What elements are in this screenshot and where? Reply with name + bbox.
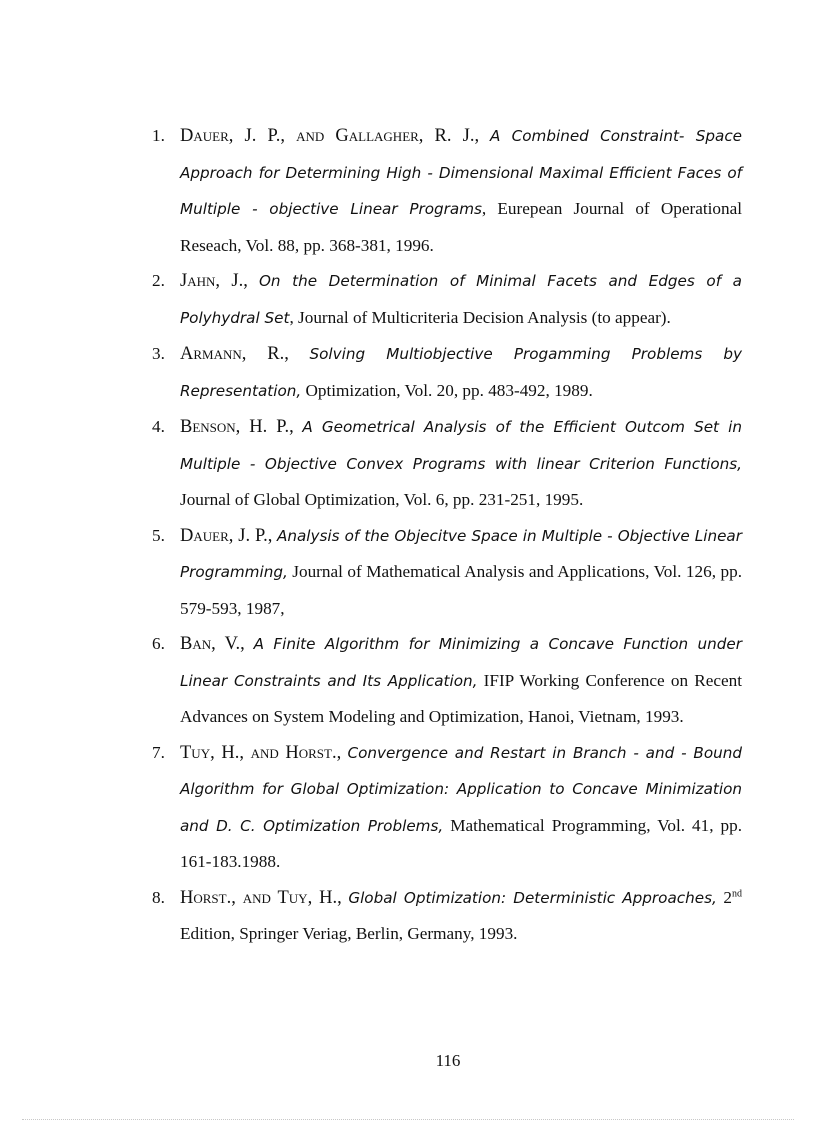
reference-title: Solving Multiobjective Progamming Problems by Representation, — [180, 345, 742, 400]
edition-number: 2 — [723, 887, 733, 907]
reference-number: 3. — [152, 344, 165, 363]
reference-number: 7. — [152, 742, 165, 762]
reference-venue: , Eurepean Journal of Operational Reseach, Vol. 88, pp. 368-381, 1996. — [180, 199, 742, 255]
reference-title: Analysis of the Objecitve Space in Multiple - Objective Linear Programming, — [180, 526, 742, 581]
reference-list — [152, 118, 742, 952]
reference-item — [152, 118, 742, 263]
reference-authors: Horst., and Tuy, H., — [180, 887, 342, 908]
reference-item — [152, 263, 742, 336]
reference-item — [152, 626, 742, 735]
reference-venue: Optimization, Vol. 20, pp. 483-492, 1989. — [305, 380, 593, 400]
page-bottom-divider — [22, 1119, 794, 1120]
reference-number: 2. — [152, 271, 165, 290]
reference-item — [152, 518, 742, 627]
reference-venue: Mathematical Programming, Vol. 41, pp. 161-183.1988. — [180, 815, 743, 871]
reference-venue: Edition, Springer Veriag, Berlin, Germany, 1993. — [180, 924, 518, 943]
reference-number: 6. — [152, 634, 165, 653]
reference-number: 5. — [152, 525, 165, 545]
reference-title: A Finite Algorithm for Minimizing a Concave Function under Linear Constraints and Its Application, — [180, 635, 742, 690]
edition-ordinal-suffix: nd — [732, 887, 743, 899]
reference-venue: Journal of Mathematical Analysis and Applications, Vol. 126, pp. 579-593, 1987, — [180, 562, 742, 618]
reference-number: 8. — [152, 887, 165, 907]
reference-authors: Dauer, J. P., and Gallagher, R. J., — [180, 126, 480, 146]
reference-authors: Armann, R., — [180, 344, 289, 364]
reference-title: A Combined Constraint- Space Approach for Determining High - Dimensional Maximal Efficient Faces of Multiple - objective Linear Programs — [180, 127, 743, 218]
page-number: 116 — [435, 1051, 461, 1070]
reference-authors: Tuy, H., and Horst., — [180, 742, 342, 763]
reference-venue: Journal of Global Optimization, Vol. 6, pp. 231-251, 1995. — [180, 490, 584, 509]
reference-item — [152, 735, 742, 880]
reference-authors: Ban, V., — [180, 634, 245, 654]
reference-item — [152, 409, 742, 518]
reference-number: 1. — [152, 126, 165, 145]
reference-item — [152, 336, 742, 409]
reference-title: On the Determination of Minimal Facets and Edges of a Polyhydral Set — [180, 272, 742, 327]
reference-item — [152, 880, 742, 952]
reference-title: Global Optimization: Deterministic Approaches, — [348, 888, 717, 907]
reference-authors: Dauer, J. P., — [180, 525, 273, 546]
reference-title: A Geometrical Analysis of the Efficient Outcom Set in Multiple - Objective Convex Programs with linear Criterion Functions, — [180, 418, 743, 473]
reference-venue: IFIP Working Conference on Recent Advances on System Modeling and Optimization, Hanoi, Vietnam, 1993. — [180, 670, 742, 726]
reference-authors: Jahn, J., — [180, 271, 248, 291]
reference-authors: Benson, H. P., — [180, 417, 294, 437]
reference-title: Convergence and Restart in Branch - and - Bound Algorithm for Global Optimization: Application to Concave Minimization and D. C. Optimization Problems, — [180, 743, 743, 835]
reference-number: 4. — [152, 417, 165, 436]
reference-venue: , Journal of Multicriteria Decision Analysis (to appear). — [289, 307, 671, 327]
